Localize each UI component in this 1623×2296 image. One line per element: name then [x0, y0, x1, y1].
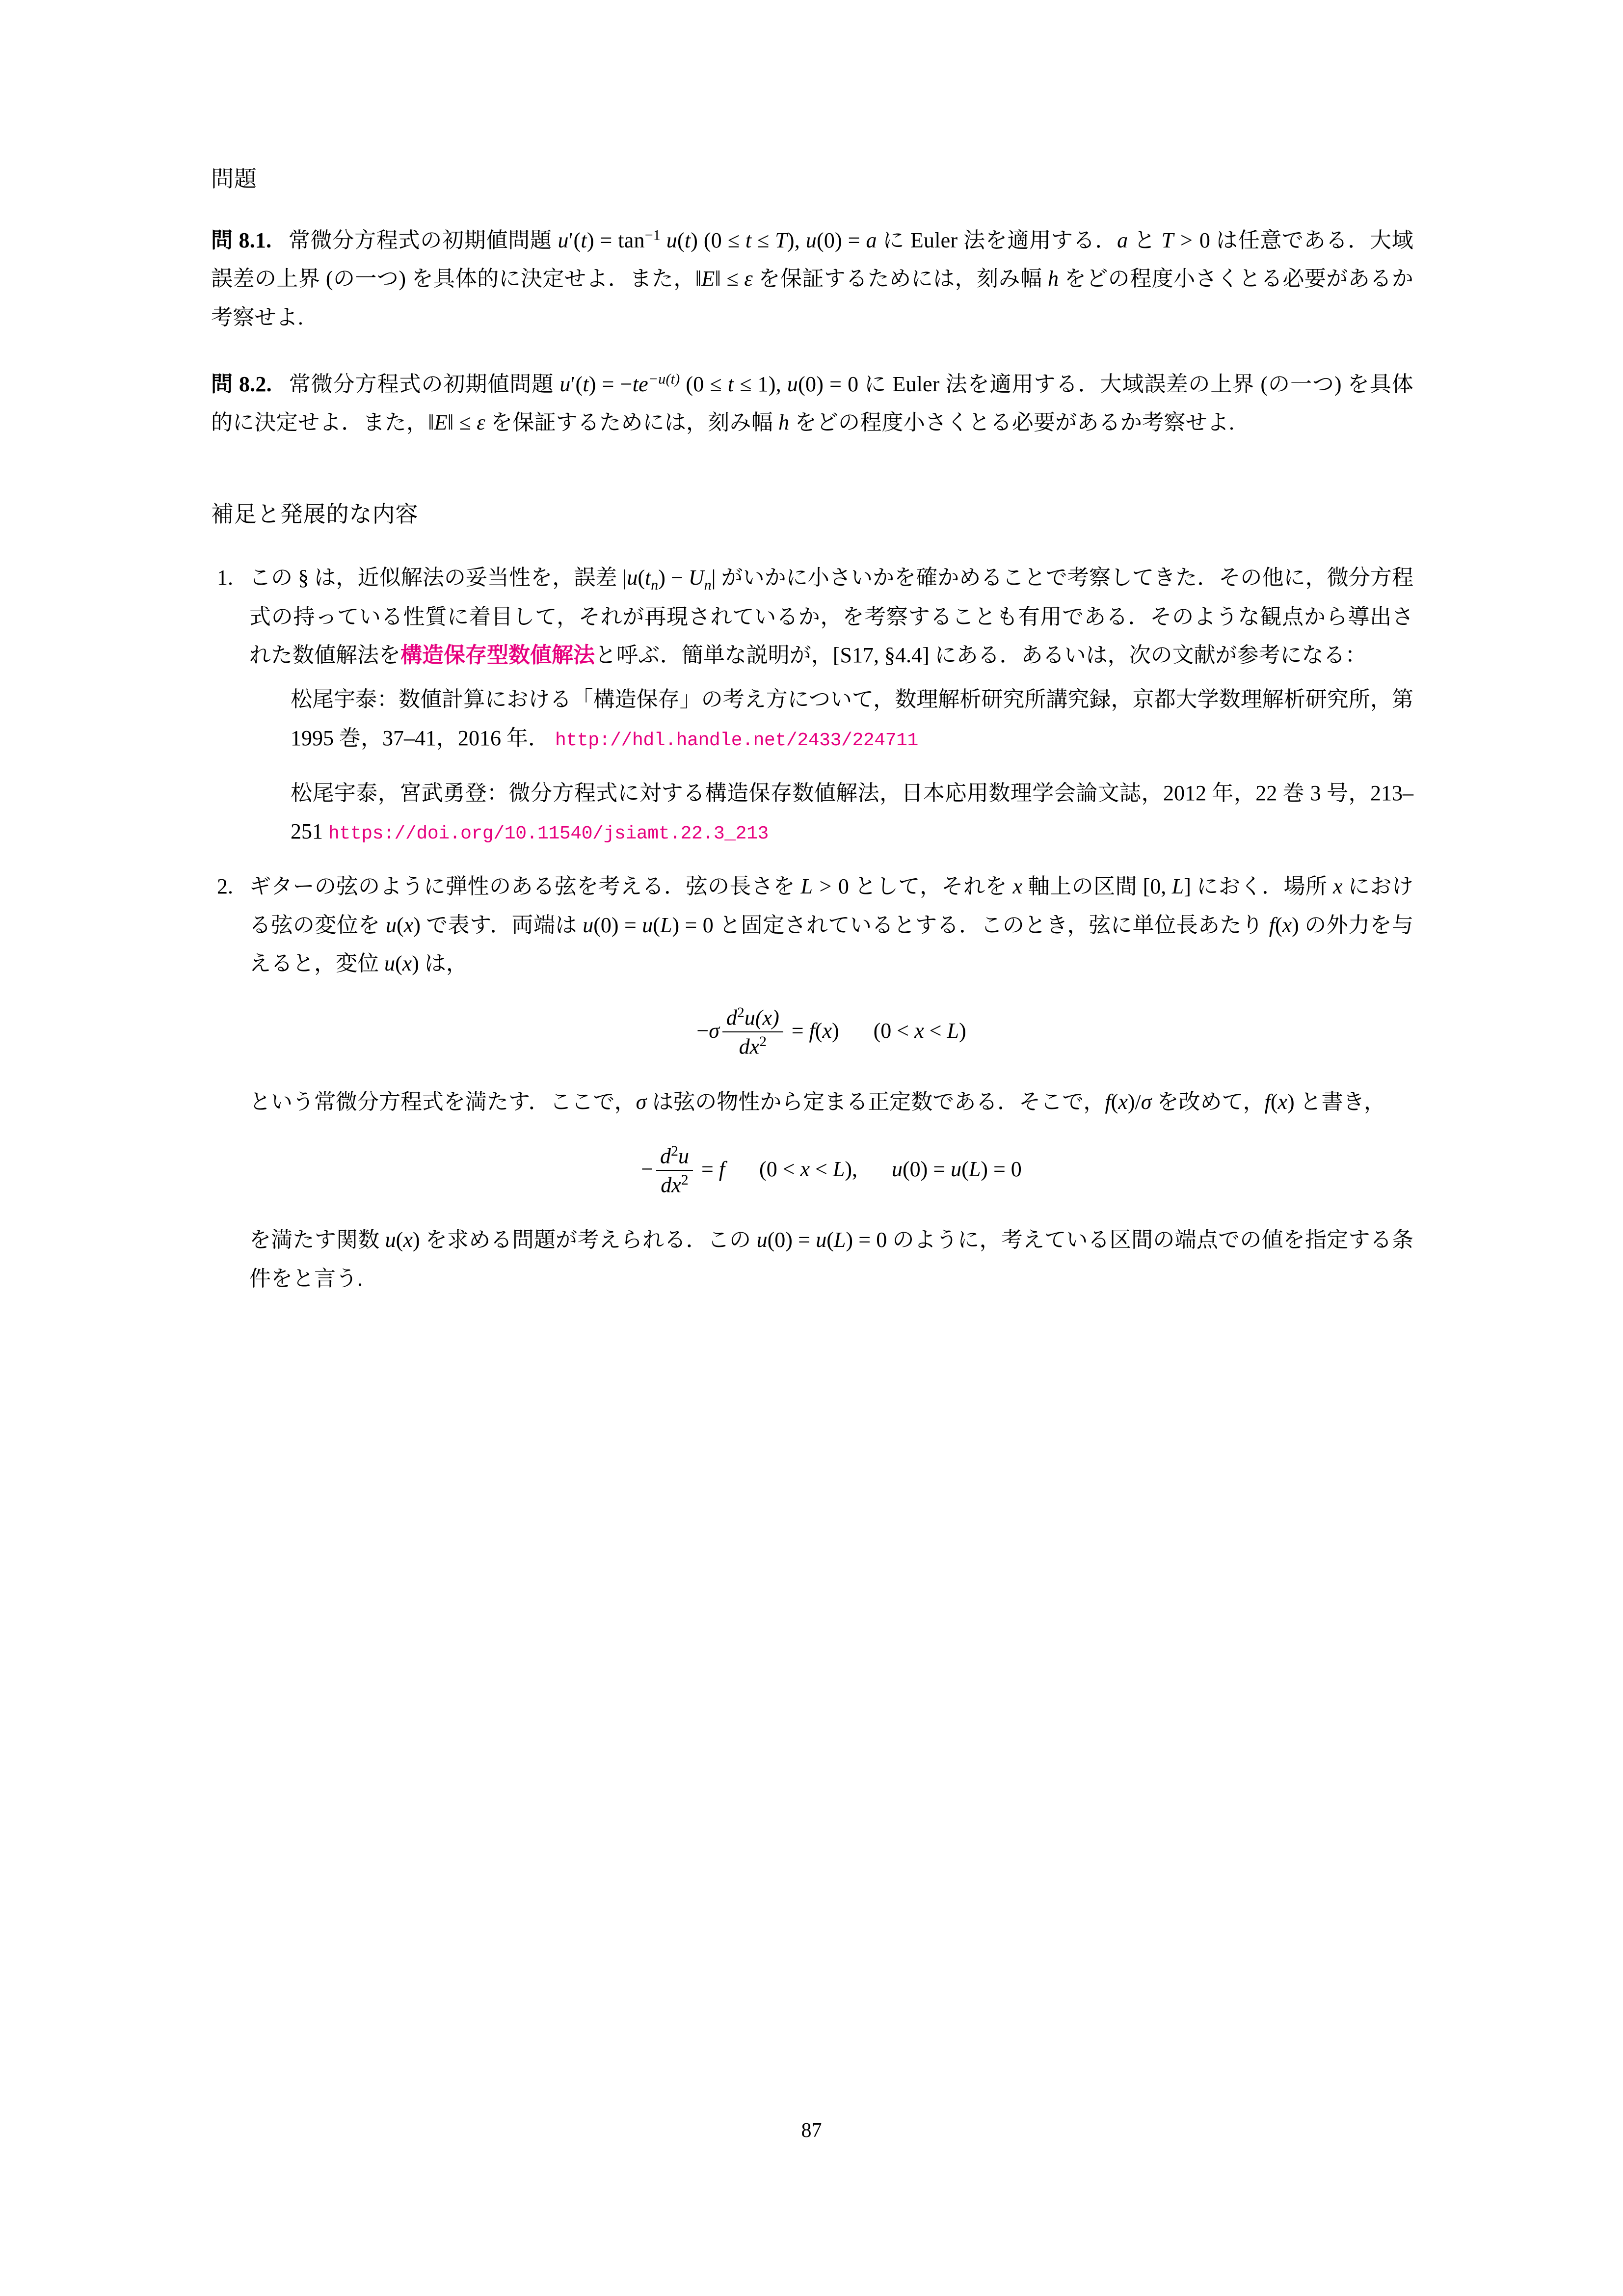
- reference-2-link[interactable]: https://doi.org/10.11540/jsiamt.22.3_213: [328, 823, 769, 845]
- equation-1: −σ $\frac{d^2u(x)}{dx^2}$ = f(x) (0 < x < L): [696, 1004, 966, 1059]
- section-heading-problems: 問題: [211, 166, 257, 191]
- reference-2: 松尾宇泰，宮武勇登：微分方程式に対する構造保存数値解法，日本応用数理学会論文誌，2012 年，22 巻 3 号，213–251 https://doi.org/10.11540/jsiamt.22.3_213: [291, 781, 1413, 845]
- note-2-paragraph-2: という常微分方程式を満たす．ここで，σ は弦の物性から定まる正定数である．そこで，f(x)/σ を改めて，f(x) と書き，: [249, 1089, 1385, 1114]
- equation-2: − $\frac{d^2u}{dx^2}$ = f (0 < x < L), u(0) = u(L) = 0: [641, 1143, 1022, 1197]
- problem-8-2: 問 8.2. 常微分方程式の初期値問題 $u'(t) = -te^{-u(t)}$ (0 ≤ t ≤ 1), u(0) = 0 に Euler 法を適用する．大域誤差の上界 (の一つ) を具体的に決定せよ．また，‖E‖ ≤ ε を保証するためには，刻み幅 h をどの程度小さくとる必要があるか考察せよ.: [211, 371, 1413, 435]
- problem-8-1: 問 8.1. 常微分方程式の初期値問題 $u'(t) = \tan^{-1} u(t) (0 \le t \le T)$, u(0) = a に Euler 法を適用する．a と T > 0 は任意である．大域誤差の上界 (の一つ) を具体的に決定せよ．また，‖E‖ ≤ ε を保証するためには，刻み幅 h をどの程度小さくとる必要があるか考察せよ.: [211, 227, 1413, 329]
- note-item-2: [211, 867, 1413, 1298]
- reference-1: 松尾宇泰：数値計算における「構造保存」の考え方について，数理解析研究所講究録，京都大学数理解析研究所，第 1995 巻，37–41，2016 年． http://hdl.handle.net/2433/224711: [291, 687, 1413, 751]
- page-number: 87: [801, 2119, 822, 2142]
- highlighted-term: 構造保存型数値解法: [400, 643, 595, 667]
- note-1-paragraph: この § は，近似解法の妥当性を，誤差 $|u(t_n) - U_n|$ がいかに小さいかを確かめることで考察してきた．その他に，微分方程式の持っている性質に着目して，それが再現されているか，を考察することも有用である．そのような観点から導出された数値解法を構造保存型数値解法と呼ぶ．簡単な説明が，[S17, §4.4] にある．あるいは，次の文献が参考になる：: [249, 565, 1414, 667]
- problem-8-1-label: 問 8.1.: [211, 228, 272, 252]
- note-2-paragraph-3: を満たす関数 u(x) を求める問題が考えられる．この u(0) = u(L) = 0 のように，考えている区間の端点での値を指定する条件をと言う.: [249, 1228, 1414, 1291]
- notes-list: [211, 559, 1413, 1298]
- section-heading-supplement: 補足と発展的な内容: [211, 501, 419, 527]
- note-1-references: [291, 680, 1413, 851]
- problem-8-2-label: 問 8.2.: [211, 372, 272, 396]
- note-item-1: [211, 559, 1413, 851]
- note-2-paragraph-1: ギターの弦のように弾性のある弦を考える．弦の長さを L > 0 として，それを x 軸上の区間 [0, L] におく．場所 x における弦の変位を u(x) で表す．両端は u(0) = u(L) = 0 と固定されているとする．このとき，弦に単位長あたり f(x) の外力を与えると，変位 u(x) は，: [249, 874, 1414, 976]
- reference-1-link[interactable]: http://hdl.handle.net/2433/224711: [555, 729, 918, 751]
- page-content: [211, 162, 1413, 1298]
